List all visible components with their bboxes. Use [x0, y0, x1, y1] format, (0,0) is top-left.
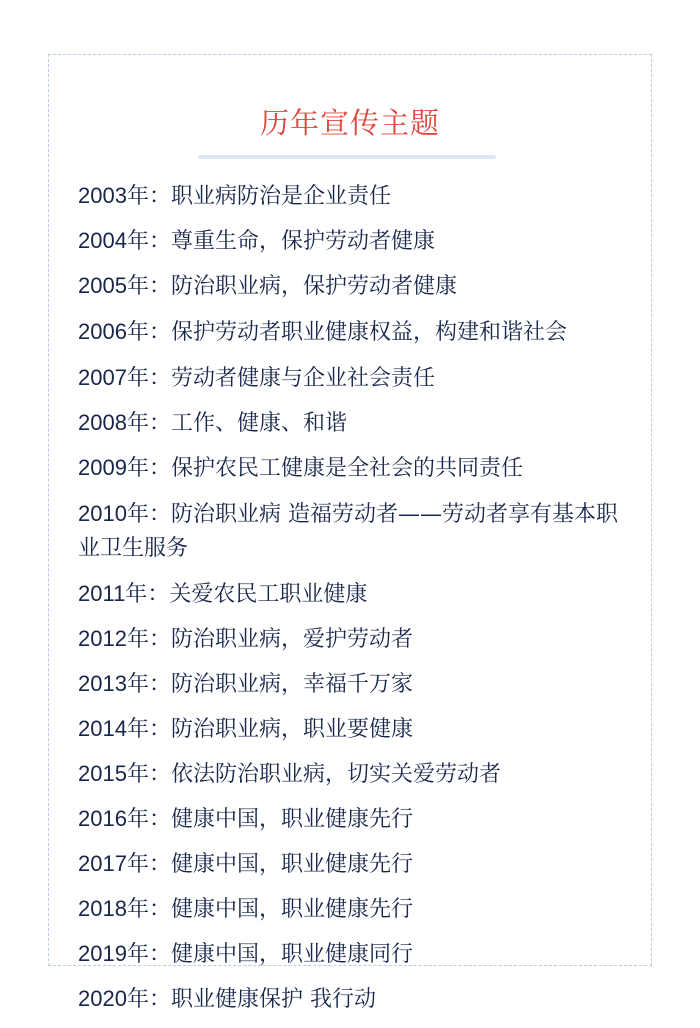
theme-item-2005 [78, 270, 638, 303]
theme-item-2012 [78, 623, 638, 656]
theme-text: 劳动者健康与企业社会责任 [170, 366, 435, 391]
theme-item-2019 [78, 938, 638, 971]
theme-separator: ： [148, 366, 171, 391]
theme-text: 防治职业病，职业要健康 [170, 717, 413, 742]
theme-item-2003 [78, 180, 638, 213]
theme-year: 2008年 [78, 410, 149, 435]
theme-separator: ： [148, 229, 171, 254]
theme-separator: ： [148, 456, 171, 481]
theme-separator: ： [148, 502, 171, 527]
page-title: 历年宣传主题 [259, 106, 440, 140]
theme-separator: ： [148, 411, 171, 436]
theme-separator: ： [148, 897, 171, 922]
theme-year: 2013年 [78, 671, 149, 696]
theme-year: 2006年 [78, 319, 149, 344]
theme-text: 保护农民工健康是全社会的共同责任 [170, 456, 523, 481]
theme-year: 2014年 [78, 716, 149, 741]
theme-separator: ： [148, 672, 171, 697]
theme-item-2008 [78, 407, 638, 440]
theme-year: 2015年 [78, 761, 149, 786]
theme-text: 依法防治职业病，切实关爱劳动者 [170, 762, 501, 787]
theme-separator: ： [148, 762, 171, 787]
theme-text: 健康中国，职业健康先行 [170, 807, 413, 832]
theme-item-2007 [78, 362, 638, 395]
theme-text: 健康中国，职业健康同行 [170, 942, 413, 967]
theme-text: 工作、健康、和谐 [170, 411, 347, 436]
theme-text: 职业健康保护 我行动 [170, 987, 376, 1012]
theme-item-2010 [78, 497, 638, 566]
theme-separator: ： [148, 987, 171, 1012]
theme-text: 防治职业病，保护劳动者健康 [170, 274, 457, 299]
theme-separator: ： [148, 942, 171, 967]
theme-separator: ： [148, 184, 171, 209]
theme-item-2009 [78, 452, 638, 485]
theme-year: 2018年 [78, 896, 149, 921]
theme-item-2015 [78, 758, 638, 791]
theme-text: 防治职业病，幸福千万家 [170, 672, 413, 697]
theme-year: 2017年 [78, 851, 149, 876]
theme-year: 2011年 [78, 581, 148, 606]
theme-text: 健康中国，职业健康先行 [170, 852, 413, 877]
theme-text: 职业病防治是企业责任 [170, 184, 391, 209]
theme-separator: ： [148, 274, 171, 299]
theme-year: 2010年 [78, 501, 149, 526]
theme-item-2016 [78, 803, 638, 836]
title-underline [198, 155, 496, 159]
theme-year: 2004年 [78, 228, 149, 253]
theme-item-2017 [78, 848, 638, 881]
theme-item-2020 [78, 983, 638, 1016]
theme-text: 尊重生命，保护劳动者健康 [170, 229, 435, 254]
theme-year: 2016年 [78, 806, 149, 831]
theme-year: 2020年 [78, 986, 149, 1011]
theme-year: 2005年 [78, 273, 149, 298]
theme-text: 防治职业病，爱护劳动者 [170, 627, 413, 652]
theme-separator: ： [148, 320, 171, 345]
theme-separator: ： [148, 627, 171, 652]
theme-separator: ： [148, 807, 171, 832]
theme-item-2018 [78, 893, 638, 926]
theme-separator: ： [148, 717, 171, 742]
theme-separator: ： [148, 852, 171, 877]
theme-year: 2009年 [78, 455, 149, 480]
theme-text: 保护劳动者职业健康权益，构建和谐社会 [170, 320, 567, 345]
theme-text: 健康中国，职业健康先行 [170, 897, 413, 922]
theme-year: 2019年 [78, 941, 149, 966]
theme-item-2013 [78, 668, 638, 701]
theme-item-2014 [78, 713, 638, 746]
theme-text: 关爱农民工职业健康 [169, 582, 368, 607]
theme-year: 2003年 [78, 183, 149, 208]
theme-item-2004 [78, 225, 638, 258]
theme-item-2006 [78, 315, 638, 350]
theme-text: 防治职业病 造福劳动者——劳动者享有基本职业卫生服务 [78, 502, 618, 561]
theme-year: 2012年 [78, 626, 149, 651]
theme-list [78, 180, 638, 1028]
theme-year: 2007年 [78, 365, 149, 390]
theme-separator: ： [147, 582, 170, 607]
theme-item-2011 [78, 578, 638, 611]
